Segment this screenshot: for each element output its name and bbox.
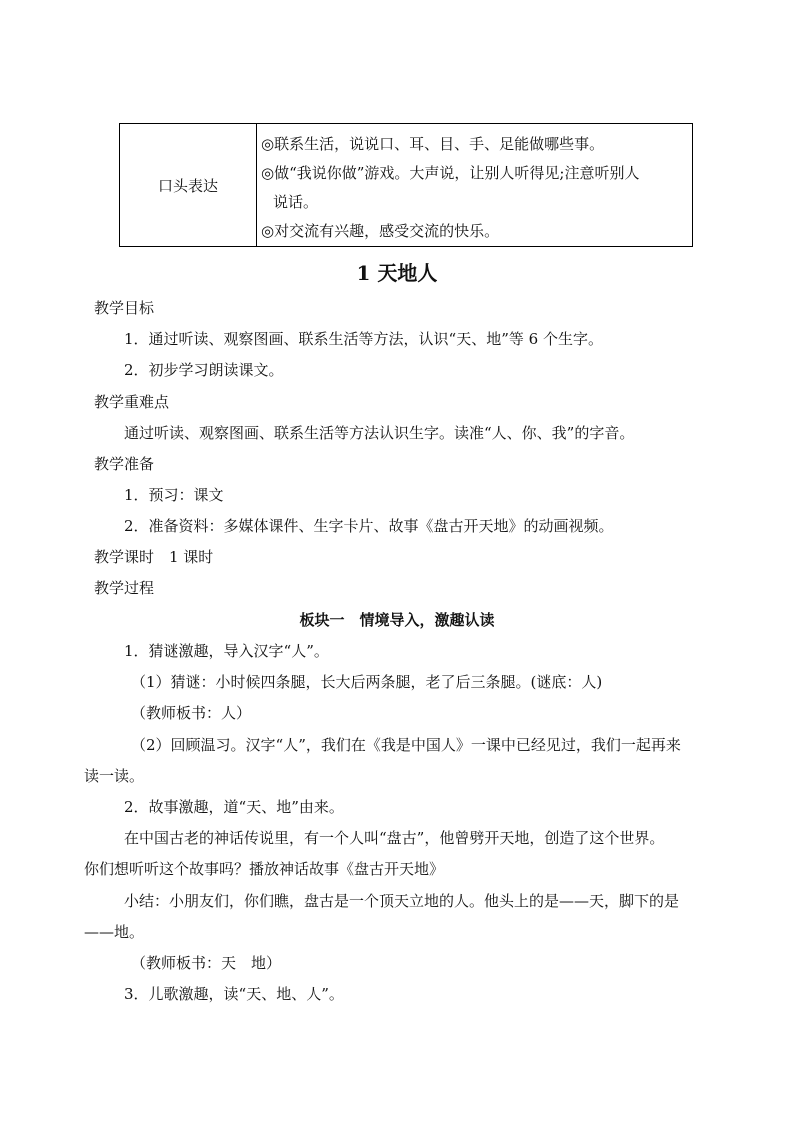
prep-heading: 教学准备 xyxy=(94,455,155,473)
process-line: 在中国古老的神话传说里，有一个人叫“盘古”，他曾劈开天地，创造了这个世界。 xyxy=(124,829,665,847)
prep-item: 2．准备资料：多媒体课件、生字卡片、故事《盘古开天地》的动画视频。 xyxy=(124,517,614,535)
difficulty-text: 通过听读、观察图画、联系生活等方法认识生字。读准“人、你、我”的字音。 xyxy=(124,424,635,442)
table-line: ◎对交流有兴趣，感受交流的快乐。 xyxy=(261,222,500,240)
table-line: 说话。 xyxy=(273,193,319,211)
process-line: 2．故事激趣，道“天、地”由来。 xyxy=(124,798,344,816)
process-line: ——地。 xyxy=(84,923,145,941)
curriculum-table xyxy=(119,123,693,247)
goals-heading: 教学目标 xyxy=(94,299,155,317)
process-line: 小结：小朋友们，你们瞧，盘古是一个顶天立地的人。他头上的是——天，脚下的是 xyxy=(124,892,680,910)
period-line: 教学课时 1 课时 xyxy=(94,548,214,566)
lesson-title: 1 天地人 xyxy=(356,261,438,285)
table-line: ◎做“我说你做”游戏。大声说，让别人听得见;注意听别人 xyxy=(261,164,640,182)
process-line: 你们想听听这个故事吗？播放神话故事《盘古开天地》 xyxy=(84,860,445,878)
goal-item: 1．通过听读、观察图画、联系生活等方法，认识“天、地”等 6 个生字。 xyxy=(124,330,603,348)
process-line: 3．儿歌激趣，读“天、地、人”。 xyxy=(124,985,344,1003)
process-line: （教师板书：天 地） xyxy=(131,954,282,972)
difficulty-heading: 教学重难点 xyxy=(94,393,170,411)
process-line: （教师板书：人） xyxy=(131,704,252,722)
process-heading: 教学过程 xyxy=(94,579,155,597)
process-line: （2）回顾温习。汉字“人”，我们在《我是中国人》一课中已经见过，我们一起再来 xyxy=(131,736,681,754)
process-line: 1．猜谜激趣，导入汉字“人”。 xyxy=(124,642,329,660)
prep-item: 1．预习：课文 xyxy=(124,486,224,504)
process-line: 读一读。 xyxy=(84,767,145,785)
goal-item: 2．初步学习朗读课文。 xyxy=(124,361,284,379)
block-one-title: 板块一 情境导入，激趣认读 xyxy=(299,611,495,629)
table-line: ◎联系生活，说说口、耳、目、手、足能做哪些事。 xyxy=(261,135,605,153)
process-line: （1）猜谜：小时候四条腿，长大后两条腿，老了后三条腿。(谜底：人) xyxy=(131,673,603,691)
table-label-cell: 口头表达 xyxy=(120,124,257,246)
table-content-cell xyxy=(257,124,692,246)
